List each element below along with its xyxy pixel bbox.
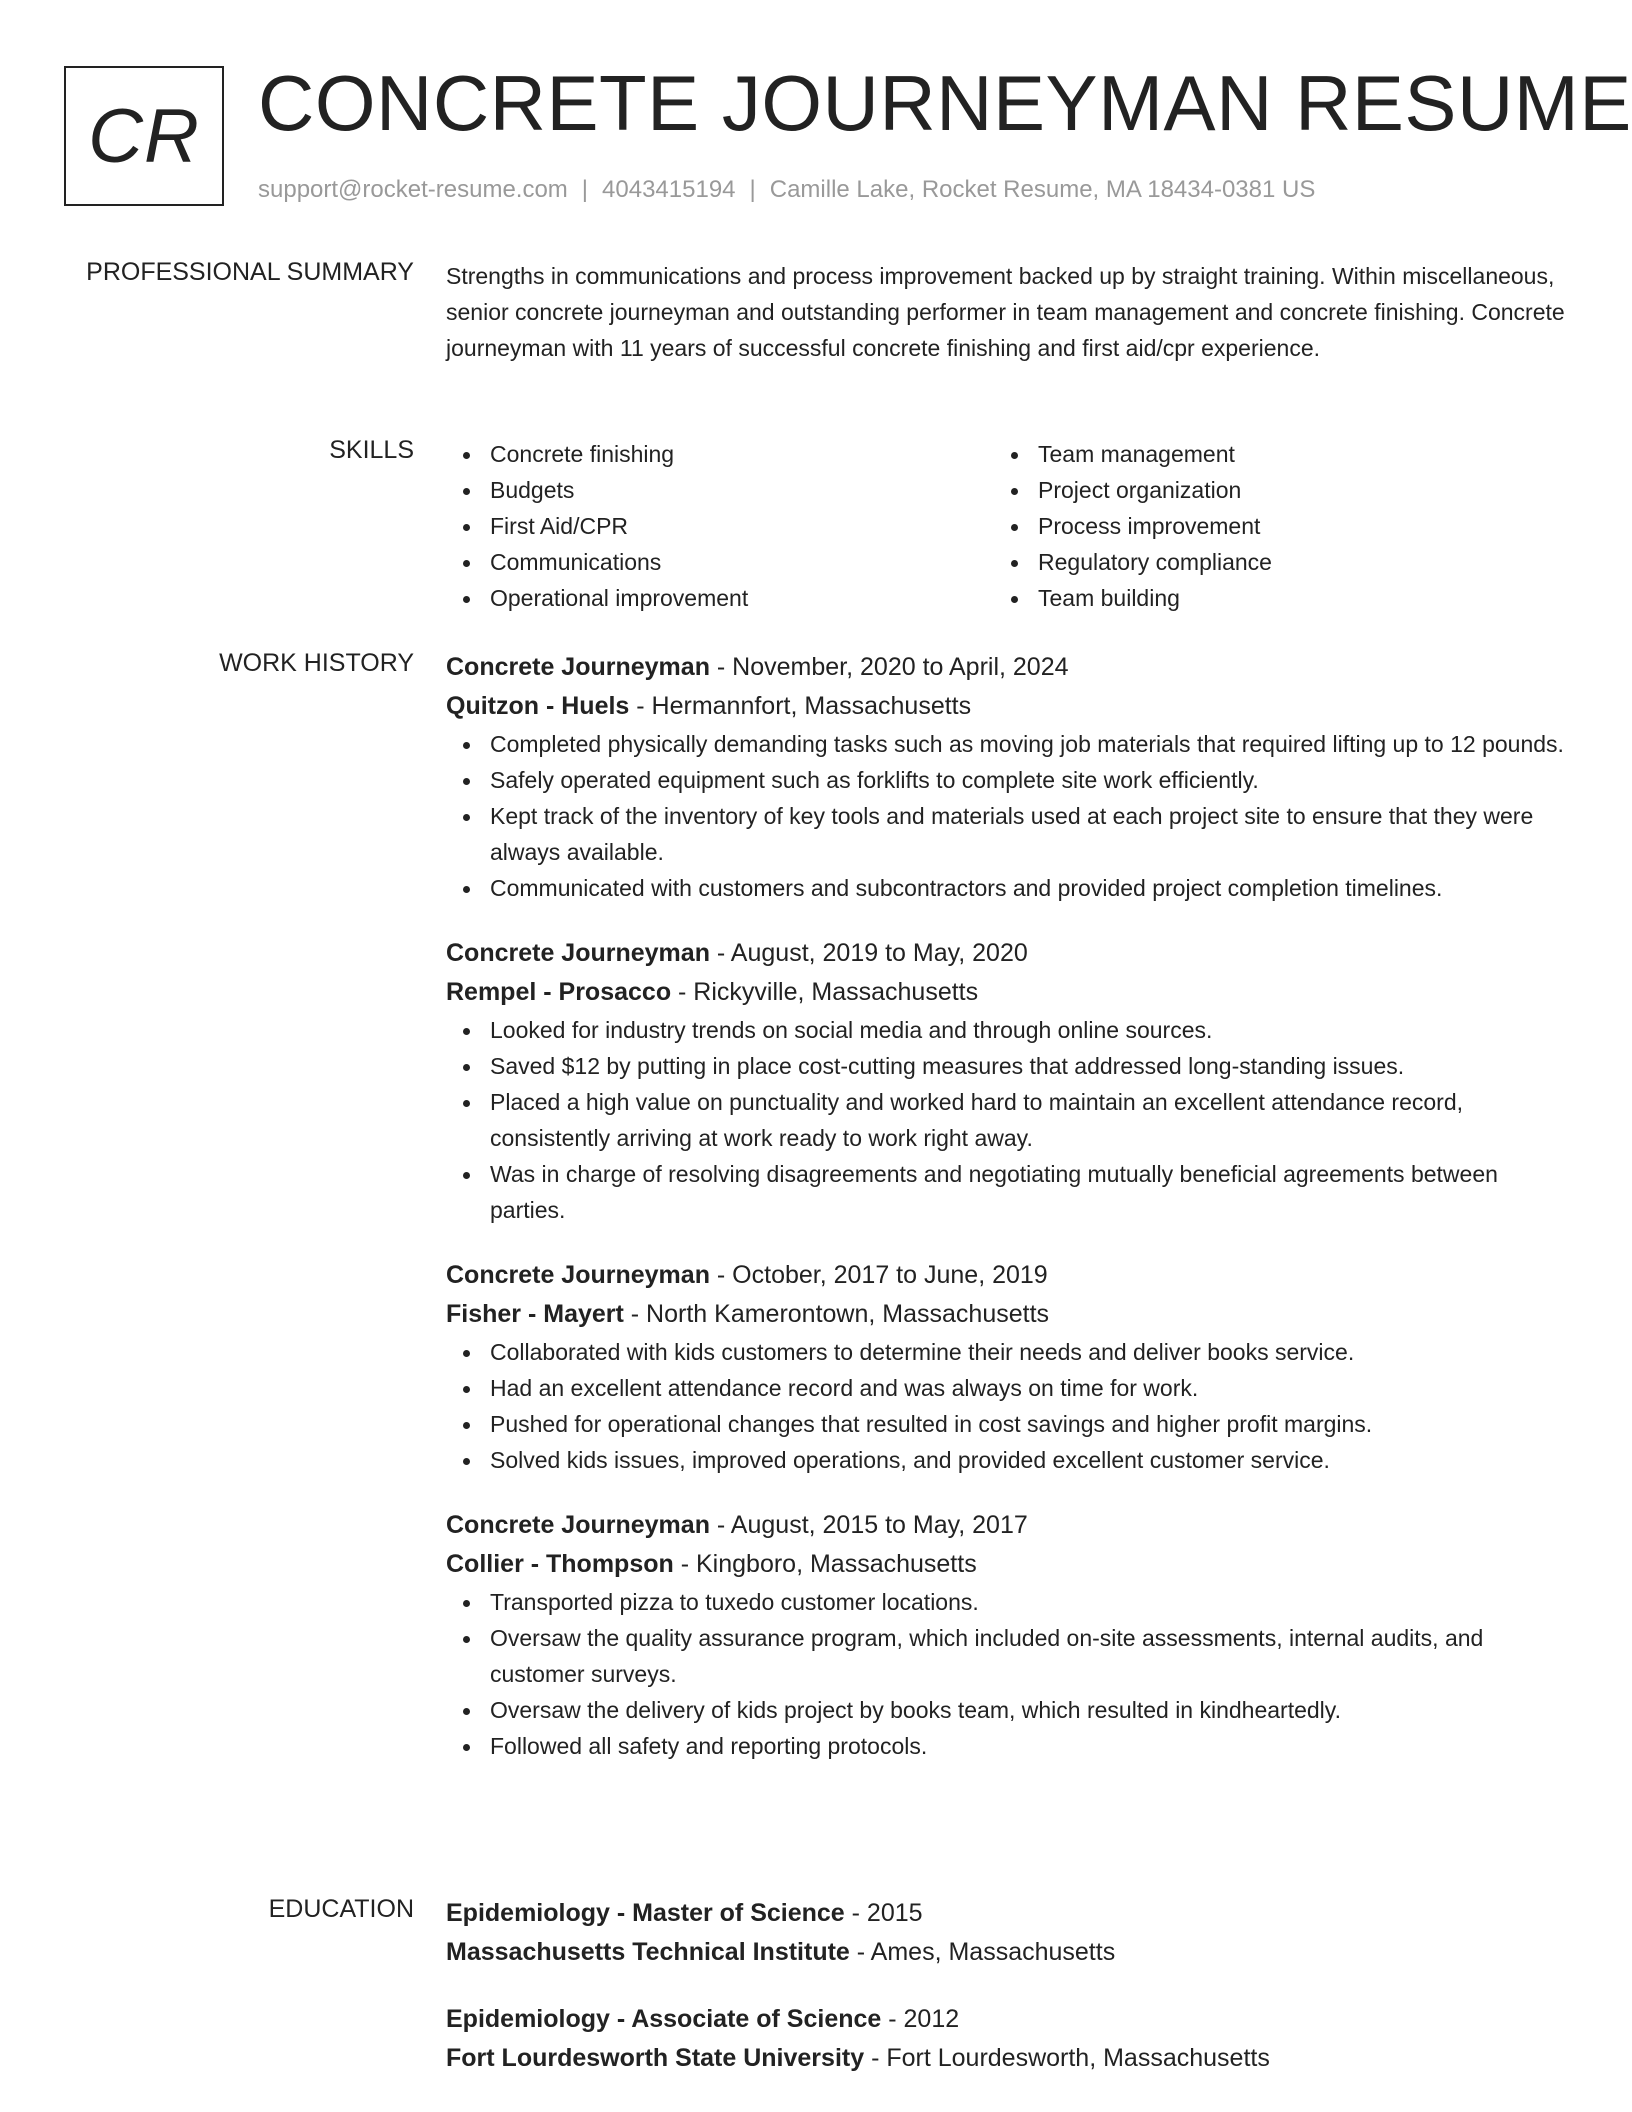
- resume-title: CONCRETE JOURNEYMAN RESUME: [258, 59, 1632, 147]
- degree-year: - 2012: [881, 2005, 960, 2033]
- job-bullet: Oversaw the quality assurance program, which included on-site assessments, internal audits, and customer surveys.: [446, 1620, 1566, 1692]
- summary-text: Strengths in communications and process improvement backed up by straight training. Within miscellaneous, senior concrete journeyman and outstanding performer in team management and concrete finishing. Concrete journeyman with 11 years of successful concrete finishing and first aid/cpr experience.: [446, 263, 1565, 361]
- school: Fort Lourdesworth State University: [446, 2044, 865, 2072]
- job-company-line: [446, 1295, 1566, 1334]
- job-title-line: [446, 1506, 1566, 1545]
- job-company: Rempel - Prosacco: [446, 978, 672, 1006]
- job-bullet: Completed physically demanding tasks such as moving job materials that required lifting up to 12 pounds.: [446, 726, 1566, 762]
- job-entry: [446, 1506, 1566, 1764]
- job-dates: - October, 2017 to June, 2019: [709, 1261, 1048, 1289]
- job-bullet: Kept track of the inventory of key tools and materials used at each project site to ensure that they were always available.: [446, 798, 1566, 870]
- job-bullet: Collaborated with kids customers to determine their needs and deliver books service.: [446, 1334, 1566, 1370]
- contact-line: [258, 176, 1315, 204]
- job-entry: [446, 934, 1566, 1228]
- school-location: - Ames, Massachusetts: [849, 1938, 1116, 1966]
- separator: |: [749, 176, 756, 203]
- job-bullet: Communicated with customers and subcontractors and provided project completion timelines.: [446, 870, 1566, 906]
- job-role: Concrete Journeyman: [446, 1511, 710, 1539]
- job-title-line: [446, 934, 1566, 973]
- job-location: - Rickyville, Massachusetts: [671, 978, 979, 1006]
- job-bullet: Looked for industry trends on social media and through online sources.: [446, 1012, 1566, 1048]
- job-bullet: Pushed for operational changes that resulted in cost savings and higher profit margins.: [446, 1406, 1566, 1442]
- job-bullet: Was in charge of resolving disagreements and negotiating mutually beneficial agreements between parties.: [446, 1156, 1566, 1228]
- separator: |: [581, 176, 589, 203]
- job-dates: - November, 2020 to April, 2024: [709, 653, 1069, 681]
- section-title-summary: PROFESSIONAL SUMMARY: [86, 258, 414, 286]
- skill-item: Communications: [446, 544, 994, 580]
- job-location: - Hermannfort, Massachusetts: [629, 692, 972, 720]
- job-bullet: Oversaw the delivery of kids project by books team, which resulted in kindheartedly.: [446, 1692, 1566, 1728]
- skill-item: Operational improvement: [446, 580, 994, 616]
- job-location: - North Kamerontown, Massachusetts: [623, 1300, 1050, 1328]
- job-company: Collier - Thompson: [446, 1550, 674, 1578]
- job-role: Concrete Journeyman: [446, 653, 710, 681]
- degree-line: [446, 1894, 1566, 1933]
- job-dates: - August, 2015 to May, 2017: [709, 1511, 1028, 1539]
- education-entry: [446, 1894, 1566, 1972]
- job-title-line: [446, 648, 1566, 687]
- job-bullets: [446, 1584, 1566, 1764]
- skill-item: Process improvement: [994, 508, 1542, 544]
- job-dates: - August, 2019 to May, 2020: [709, 939, 1028, 967]
- job-bullet: Had an excellent attendance record and was always on time for work.: [446, 1370, 1566, 1406]
- job-bullet: Transported pizza to tuxedo customer locations.: [446, 1584, 1566, 1620]
- job-bullets: [446, 1012, 1566, 1228]
- job-company: Quitzon - Huels: [446, 692, 630, 720]
- email[interactable]: support@rocket-resume.com: [258, 176, 568, 203]
- section-title-work-history: WORK HISTORY: [219, 649, 414, 677]
- education-body: [446, 1894, 1566, 2106]
- work-history-body: [446, 648, 1566, 1792]
- job-role: Concrete Journeyman: [446, 939, 710, 967]
- degree: Epidemiology - Associate of Science: [446, 2005, 882, 2033]
- job-company-line: [446, 1545, 1566, 1584]
- job-company: Fisher - Mayert: [446, 1300, 624, 1328]
- skill-item: Concrete finishing: [446, 436, 994, 472]
- degree-line: [446, 2000, 1566, 2039]
- job-bullet: Safely operated equipment such as forklifts to complete site work efficiently.: [446, 762, 1566, 798]
- job-role: Concrete Journeyman: [446, 1261, 710, 1289]
- school-line: [446, 2039, 1566, 2078]
- job-bullets: [446, 726, 1566, 906]
- job-company-line: [446, 687, 1566, 726]
- job-bullet: Placed a high value on punctuality and worked hard to maintain an excellent attendance record, consistently arriving at work ready to work right away.: [446, 1084, 1566, 1156]
- section-title-education: EDUCATION: [268, 1895, 414, 1923]
- skills-body: [446, 436, 1566, 616]
- school-location: - Fort Lourdesworth, Massachusetts: [864, 2044, 1270, 2072]
- skills-list-right: [994, 436, 1542, 616]
- skill-item: Regulatory compliance: [994, 544, 1542, 580]
- job-bullets: [446, 1334, 1566, 1478]
- education-entry: [446, 2000, 1566, 2078]
- school: Massachusetts Technical Institute: [446, 1938, 850, 1966]
- address: Camille Lake, Rocket Resume, MA 18434-0381 US: [769, 176, 1316, 203]
- summary-body: [446, 258, 1566, 366]
- degree-year: - 2015: [844, 1899, 923, 1927]
- phone[interactable]: 4043415194: [602, 176, 736, 203]
- skill-item: Team management: [994, 436, 1542, 472]
- job-bullet: Solved kids issues, improved operations, and provided excellent customer service.: [446, 1442, 1566, 1478]
- job-entry: [446, 648, 1566, 906]
- job-bullet: Saved $12 by putting in place cost-cutting measures that addressed long-standing issues.: [446, 1048, 1566, 1084]
- skills-list-left: [446, 436, 994, 616]
- monogram: CR: [64, 66, 224, 206]
- skill-item: Team building: [994, 580, 1542, 616]
- skill-item: First Aid/CPR: [446, 508, 994, 544]
- job-entry: [446, 1256, 1566, 1478]
- skill-item: Project organization: [994, 472, 1542, 508]
- school-line: [446, 1933, 1566, 1972]
- section-title-skills: SKILLS: [329, 436, 414, 464]
- skill-item: Budgets: [446, 472, 994, 508]
- job-location: - Kingboro, Massachusetts: [673, 1550, 977, 1578]
- degree: Epidemiology - Master of Science: [446, 1899, 845, 1927]
- job-company-line: [446, 973, 1566, 1012]
- job-bullet: Followed all safety and reporting protocols.: [446, 1728, 1566, 1764]
- job-title-line: [446, 1256, 1566, 1295]
